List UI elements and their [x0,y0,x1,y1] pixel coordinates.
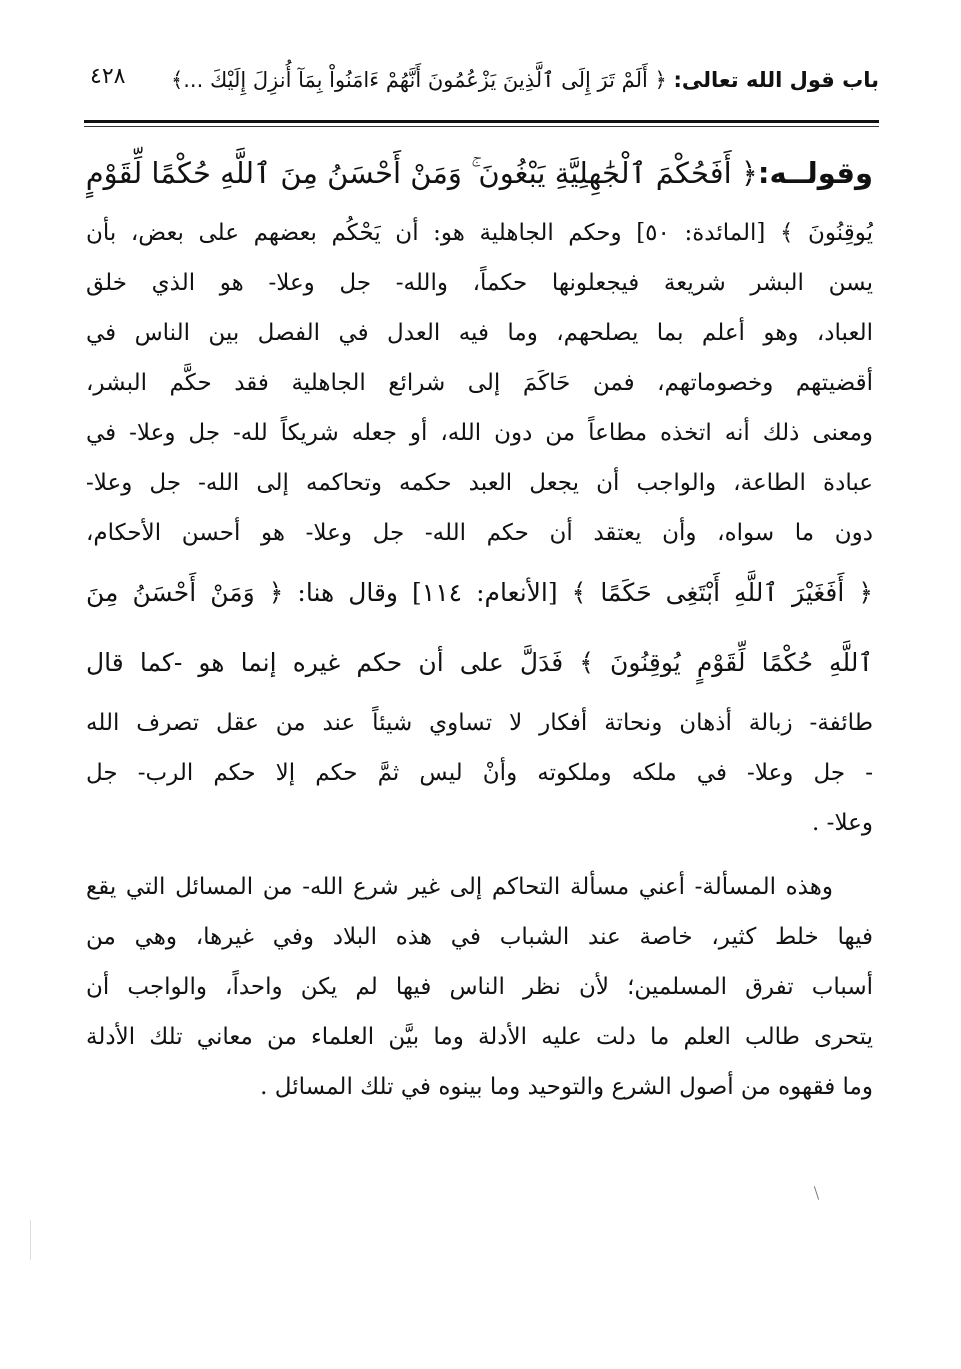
page-number: ٤٢٨ [90,64,126,89]
body-line: أسباب تفرق المسلمين؛ لأن نظر الناس فيها لم يكن واحداً، والواجب أن [86,974,873,1000]
line-lead: وقولــه: [757,156,873,190]
body-line: ومعنى ذلك أنه اتخذه مطاعاً من دون الله، أو جعله شريكاً لله- جل وعلا- في [86,420,873,446]
body-line: وعلا- . [812,810,873,836]
header-rule-thick [84,120,879,123]
header-rule-thin [84,126,879,127]
body-line: ٱللَّهِ حُكْمًا لِّقَوْمٍ يُوقِنُونَ ﴾ فَدَلَّ على أن حكم غيره إنما هو -كما قال [86,648,873,677]
body-line [86,138,873,208]
paragraph-gap [86,848,873,862]
body-line: عبادة الطاعة، والواجب أن يجعل العبد حكمه وتحاكمه إلى الله- جل وعلا- [86,470,873,496]
chapter-title-lead: باب قول الله تعالى: [673,68,879,92]
body-line: طائفة- زبالة أذهان ونحاتة أفكار لا تساوي شيئاً عند من عقل تصرف الله [86,710,873,736]
page-header [80,58,879,106]
body-line: يسن البشر شريعة فيجعلونها حكماً، والله- جل وعلا- هو الذي خلق [86,270,873,296]
body-line: يُوقِنُونَ ﴾ [المائدة: ٥٠] وحكم الجاهلية هو: أن يَحْكُم بعضهم على بعض، بأن [86,220,873,246]
body-line: وهذه المسألة- أعني مسألة التحاكم إلى غير شرع الله- من المسائل التي يقع [86,874,833,900]
page-edge-shadow [30,1220,31,1260]
body-line: العباد، وهو أعلم بما يصلحهم، وما فيه العدل في الفصل بين الناس في [86,320,873,346]
body-line: يتحرى طالب العلم ما دلت عليه الأدلة وما بيَّن العلماء من معاني تلك الأدلة [86,1024,873,1050]
body-line: دون ما سواه، وأن يعتقد أن حكم الله- جل وعلا- هو أحسن الأحكام، [86,520,873,546]
line-text: ﴿ أَفَحُكْمَ ٱلْجَٰهِلِيَّةِ يَبْغُونَ ۚ وَمَنْ أَحْسَنُ مِنَ ٱللَّهِ حُكْمًا لِّقَوْمٍ [86,156,758,190]
body-line: فيها خلط كثير، خاصة عند الشباب في هذه البلاد وفي غيرها، وهي من [86,924,873,950]
chapter-title [171,68,879,92]
body-line: أقضيتهم وخصوماتهم، فمن حَاكَمَ إلى شرائع الجاهلية فقد حكَّم البشر، [86,370,873,396]
body-line: ﴿ أَفَغَيْرَ ٱللَّهِ أَبْتَغِى حَكَمًا ﴾ [الأنعام: ١١٤] وقال هنا: ﴿ وَمَنْ أَحْسَنُ مِنَ [86,578,873,607]
body-line: وما فقهوه من أصول الشرع والتوحيد وما بينوه في تلك المسائل . [260,1074,873,1100]
page-body [86,138,873,1112]
scan-mark [814,1186,819,1200]
body-line: - جل وعلا- في ملكه وملكوته وأنْ ليس ثمَّ حكم إلا حكم الرب- جل [86,760,873,786]
chapter-title-verse: ﴿ أَلَمْ تَرَ إِلَى ٱلَّذِينَ يَزْعُمُونَ أَنَّهُمْ ءَامَنُواْ بِمَآ أُنزِلَ إِلَيْكَ ...﴾ [170,68,667,92]
